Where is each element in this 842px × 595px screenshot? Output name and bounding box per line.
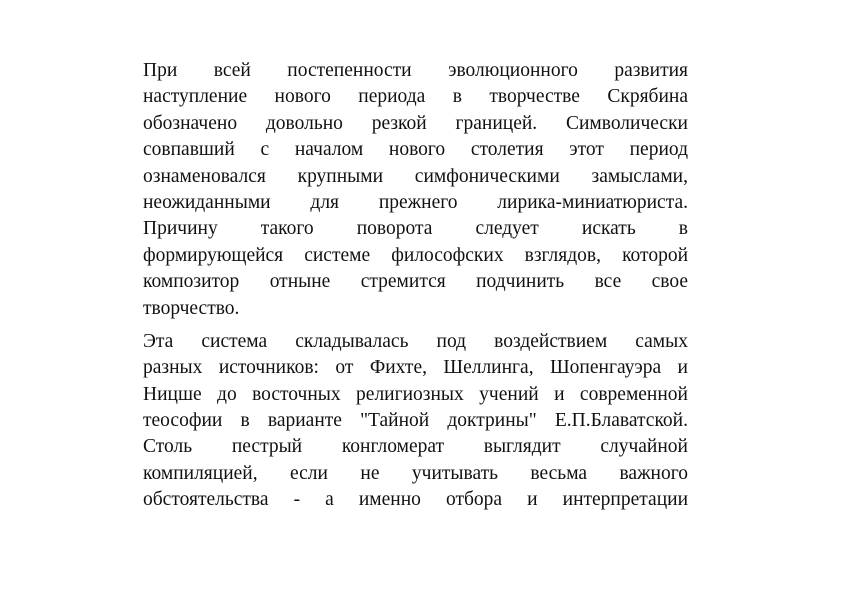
text-line: композитор отныне стремится подчинить все свое	[143, 271, 688, 293]
text-line: ознаменовался крупными симфоническими замыслами,	[143, 165, 688, 187]
text-line: творчество.	[143, 297, 240, 319]
text-line: обозначено довольно резкой границей. Символически	[143, 112, 688, 134]
text-line: наступление нового периода в творчестве Скрябина	[143, 86, 688, 108]
body-text	[143, 58, 688, 514]
text-line: обстоятельства - а именно отбора и интерпретации	[143, 489, 688, 511]
text-line: компиляцией, если не учитывать весьма важного	[143, 462, 688, 484]
text-line: теософии в варианте "Тайной доктрины" Е.П.Блаватской.	[143, 410, 688, 432]
text-line: неожиданными для прежнего лирика-миниатюриста.	[143, 191, 688, 213]
text-line: совпавший с началом нового столетия этот период	[143, 139, 688, 161]
text-line: Причину такого поворота следует искать в	[143, 218, 688, 240]
text-line: Столь пестрый конгломерат выглядит случайной	[143, 436, 688, 458]
text-line: разных источников: от Фихте, Шеллинга, Шопенгауэра и	[143, 357, 688, 379]
paragraph-2	[143, 329, 688, 514]
text-line: При всей постепенности эволюционного развития	[143, 60, 688, 81]
text-line: формирующейся системе философских взглядов, которой	[143, 244, 688, 266]
text-line: Ницше до восточных религиозных учений и современной	[143, 383, 688, 405]
text-line: Эта система складывалась под воздействием самых	[143, 330, 688, 352]
paragraph-gap	[143, 322, 688, 329]
paragraph-1	[143, 58, 688, 322]
